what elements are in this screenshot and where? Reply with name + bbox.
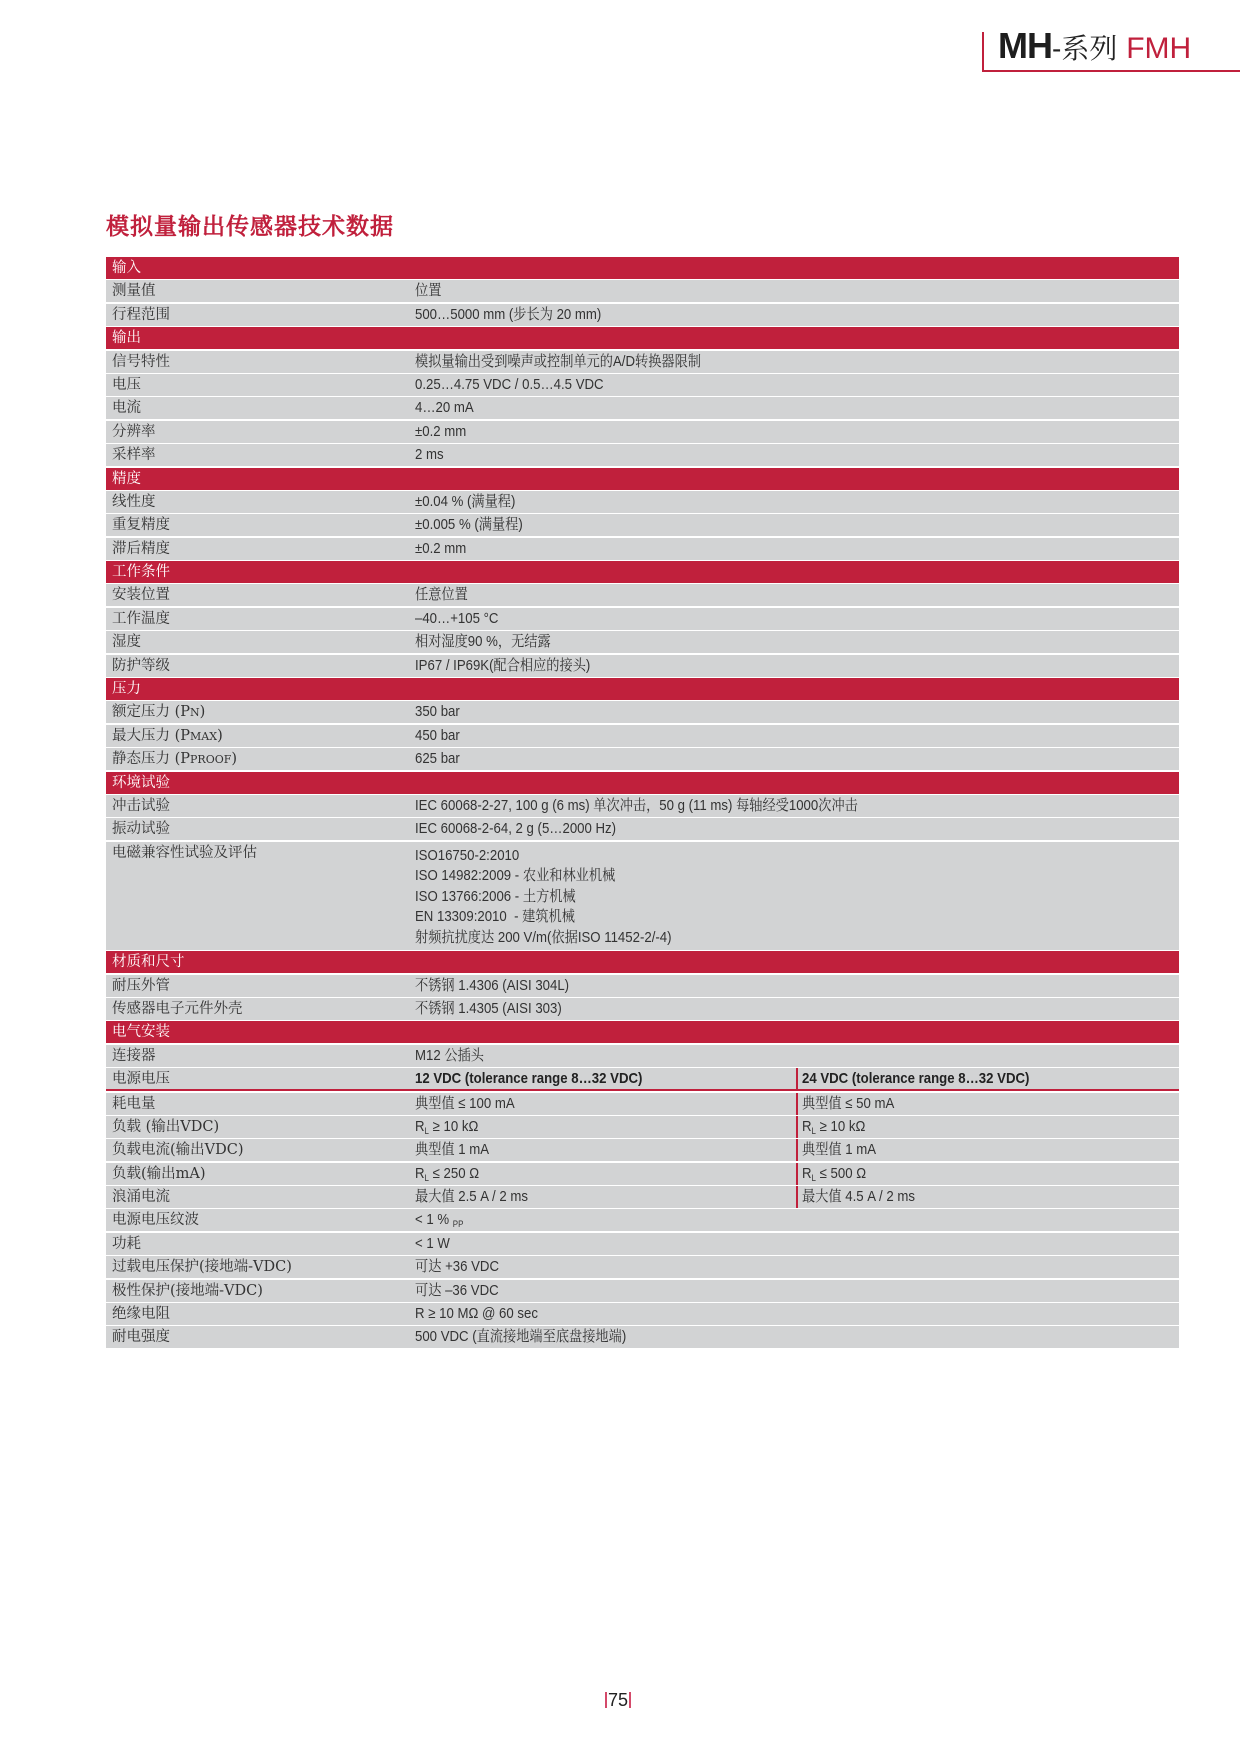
row-value-12v: 典型值 1 mA <box>415 1141 490 1159</box>
row-value: 位置 <box>415 282 442 300</box>
label-subscript: PROOF <box>190 753 232 767</box>
row-value: ±0.04 % (满量程) <box>415 492 516 510</box>
value-text: R <box>802 1164 812 1182</box>
row-label: 线性度 <box>112 493 156 510</box>
value-24v-text <box>802 1116 865 1142</box>
value-text: ≤ 250 Ω <box>428 1164 480 1182</box>
row-value: 500 VDC (直流接地端至底盘接地端) <box>415 1328 627 1346</box>
section-title: 压力 <box>112 681 141 698</box>
section-title: 材质和尺寸 <box>112 954 185 971</box>
series-header <box>982 26 1240 76</box>
value-subscript: L <box>424 1172 429 1183</box>
row-label: 耐压外管 <box>112 977 170 994</box>
row-label <box>106 748 415 770</box>
page-number-text: 75 <box>608 1690 629 1710</box>
table-row <box>106 351 1179 373</box>
table-row <box>106 491 1179 513</box>
value-subscript: L <box>424 1125 429 1136</box>
section-header-materials <box>106 951 1179 973</box>
row-value-24v <box>796 1116 1179 1138</box>
page-title: 模拟量输出传感器技术数据 <box>106 214 394 240</box>
spec-table <box>106 257 1179 1350</box>
row-label: 行程范围 <box>112 306 170 323</box>
table-row <box>106 374 1179 396</box>
row-label: 过载电压保护(接地端-VDC) <box>112 1259 292 1276</box>
row-label: 连接器 <box>112 1047 156 1064</box>
row-label: 分辨率 <box>112 423 156 440</box>
table-row <box>106 631 1179 653</box>
series-bold: MH <box>998 25 1052 66</box>
row-value: 450 bar <box>415 726 460 744</box>
series-title <box>998 26 1191 69</box>
row-value <box>415 1209 1087 1231</box>
row-label: 耐电强度 <box>112 1329 170 1346</box>
row-label: 防护等级 <box>112 657 170 674</box>
row-value: 4…20 mA <box>415 399 474 417</box>
section-title: 环境试验 <box>112 774 170 791</box>
row-value: 625 bar <box>415 750 460 768</box>
row-label: 信号特性 <box>112 353 170 370</box>
label-text: 最大压力 (P <box>112 727 191 744</box>
row-value: 350 bar <box>415 703 460 721</box>
row-value-12v <box>415 1163 750 1185</box>
table-row <box>106 1139 1179 1161</box>
series-cn: 系列 <box>1061 33 1118 64</box>
table-row <box>106 1116 1179 1138</box>
label-end: ) <box>231 751 238 768</box>
section-title: 电气安装 <box>112 1024 170 1041</box>
row-label: 采样率 <box>112 447 156 464</box>
emc-line: EN 13309:2010 - 建筑机械 <box>415 908 575 926</box>
row-value-12v <box>415 1116 750 1138</box>
table-row <box>106 1233 1179 1255</box>
row-value: ±0.2 mm <box>415 422 467 440</box>
table-row <box>106 280 1179 302</box>
value-24v-text: 典型值 1 mA <box>802 1141 877 1159</box>
emc-line: ISO 14982:2009 - 农业和林业机械 <box>415 867 616 885</box>
row-label <box>106 725 415 747</box>
row-label: 绝缘电阻 <box>112 1306 170 1323</box>
emc-line: 射频抗扰度达 200 V/m(依据ISO 11452-2/-4) <box>415 928 672 946</box>
row-value: 相对湿度90 %，无结露 <box>415 633 551 651</box>
table-row <box>106 444 1179 466</box>
table-row-emc <box>106 842 1179 950</box>
row-value: IEC 60068-2-27, 100 g (6 ms) 单次冲击，50 g (11 ms) 每轴经受1000次冲击 <box>415 796 858 814</box>
section-title: 输入 <box>112 260 141 276</box>
table-row <box>106 1093 1179 1115</box>
value-text: ≥ 10 kΩ <box>815 1117 866 1135</box>
row-value-multiline <box>415 842 1087 950</box>
value-24v-text <box>802 1163 866 1189</box>
row-value: M12 公插头 <box>415 1046 484 1064</box>
value-text: R <box>415 1117 425 1135</box>
row-value: 500…5000 mm (步长为 20 mm) <box>415 305 602 323</box>
section-header-environmental-tests <box>106 772 1179 794</box>
row-value-24v <box>796 1139 1179 1161</box>
value-24v-text: 典型值 ≤ 50 mA <box>802 1094 895 1112</box>
page-number-bar-left <box>605 1692 607 1708</box>
row-label: 安装位置 <box>112 587 170 604</box>
label-subscript: MAX <box>190 729 218 743</box>
row-label: 传感器电子元件外壳 <box>112 1000 243 1017</box>
table-row <box>106 748 1179 770</box>
value-subscript: L <box>811 1125 816 1136</box>
table-row <box>106 1326 1179 1348</box>
row-label: 电磁兼容性试验及评估 <box>112 844 257 861</box>
row-value: 不锈钢 1.4306 (AISI 304L) <box>415 976 570 994</box>
row-label: 滞后精度 <box>112 540 170 557</box>
row-value-12v: 典型值 ≤ 100 mA <box>415 1094 515 1112</box>
section-title: 工作条件 <box>112 564 170 581</box>
value-text: R <box>802 1117 812 1135</box>
row-label: 极性保护(接地端-VDC) <box>112 1282 263 1299</box>
page-number <box>604 1690 632 1711</box>
row-value: 任意位置 <box>415 586 468 604</box>
value-text: < 1 % <box>415 1211 453 1229</box>
label-text: 静态压力 (P <box>112 751 191 768</box>
value-text: ≤ 500 Ω <box>815 1164 867 1182</box>
table-row <box>106 818 1179 840</box>
row-value: R ≥ 10 MΩ @ 60 sec <box>415 1305 538 1323</box>
value-text: R <box>415 1164 425 1182</box>
table-row <box>106 1163 1179 1185</box>
header-accent-horizontal-line <box>982 70 1240 72</box>
row-value-24v <box>796 1093 1179 1115</box>
row-label: 浪涌电流 <box>112 1189 170 1206</box>
table-row <box>106 1209 1179 1231</box>
value-subscript: PP <box>452 1219 464 1230</box>
table-row <box>106 701 1179 723</box>
row-value-24v <box>796 1186 1179 1208</box>
row-label: 工作温度 <box>112 610 170 627</box>
table-row <box>106 608 1179 630</box>
section-title: 输出 <box>112 330 141 347</box>
row-label: 冲击试验 <box>112 797 170 814</box>
row-value: ±0.2 mm <box>415 539 467 557</box>
value-24v-text: 24 VDC (tolerance range 8…32 VDC) <box>802 1070 1030 1088</box>
series-dash: - <box>1052 33 1062 64</box>
row-value: –40…+105 °C <box>415 609 499 627</box>
section-header-pressure <box>106 678 1179 700</box>
row-value-12v: 12 VDC (tolerance range 8…32 VDC) <box>415 1070 643 1088</box>
section-header-output <box>106 327 1179 349</box>
table-row <box>106 1045 1179 1067</box>
row-label: 负载 (输出VDC) <box>112 1118 220 1135</box>
row-value: IP67 / IP69K(配合相应的接头) <box>415 656 591 674</box>
row-label: 湿度 <box>112 634 141 651</box>
table-row <box>106 584 1179 606</box>
label-text: 额定压力 (P <box>112 704 191 721</box>
table-row <box>106 1280 1179 1302</box>
row-label: 重复精度 <box>112 517 170 534</box>
page-number-bar-right <box>629 1692 631 1708</box>
value-subscript: L <box>811 1172 816 1183</box>
row-value: 0.25…4.75 VDC / 0.5…4.5 VDC <box>415 375 604 393</box>
label-end: ) <box>217 727 223 744</box>
table-row <box>106 397 1179 419</box>
row-value-12v: 最大值 2.5 A / 2 ms <box>415 1188 528 1206</box>
section-header-accuracy <box>106 468 1179 490</box>
row-label: 电源电压 <box>112 1071 170 1088</box>
value-text: ≥ 10 kΩ <box>428 1117 479 1135</box>
row-value: IEC 60068-2-64, 2 g (5…2000 Hz) <box>415 820 617 838</box>
row-value: 可达 +36 VDC <box>415 1258 499 1276</box>
row-value: 可达 –36 VDC <box>415 1281 499 1299</box>
row-label <box>106 701 415 723</box>
emc-line: ISO 13766:2006 - 土方机械 <box>415 887 576 905</box>
row-value: 2 ms <box>415 446 444 464</box>
row-value-24v <box>796 1163 1179 1185</box>
table-row <box>106 538 1179 560</box>
row-value-24v <box>796 1068 1179 1089</box>
table-row <box>106 795 1179 817</box>
row-label: 电流 <box>112 400 141 417</box>
row-label: 负载(输出mA) <box>112 1165 206 1182</box>
table-row <box>106 655 1179 677</box>
row-label: 耗电量 <box>112 1095 156 1112</box>
row-label: 电压 <box>112 376 141 393</box>
row-label: 电源电压纹波 <box>112 1212 199 1229</box>
table-row-supply-voltage <box>106 1068 1179 1091</box>
table-row <box>106 304 1179 326</box>
section-header-electrical <box>106 1021 1179 1043</box>
table-row <box>106 975 1179 997</box>
label-end: ) <box>199 704 206 721</box>
section-header-input <box>106 257 1179 279</box>
row-value: ±0.005 % (满量程) <box>415 516 523 534</box>
row-value: 模拟量输出受到噪声或控制单元的A/D转换器限制 <box>415 352 702 370</box>
row-label: 振动试验 <box>112 821 170 838</box>
series-code: FMH <box>1126 32 1192 65</box>
row-value: 不锈钢 1.4305 (AISI 303) <box>415 999 562 1017</box>
section-title: 精度 <box>112 470 141 487</box>
row-label: 功耗 <box>112 1235 141 1252</box>
label-subscript: N <box>190 706 200 720</box>
table-row <box>106 1303 1179 1325</box>
row-label: 负载电流(输出VDC) <box>112 1142 244 1159</box>
section-header-operating-conditions <box>106 561 1179 583</box>
header-accent-vertical-line <box>982 32 984 72</box>
table-row <box>106 725 1179 747</box>
row-label: 测量值 <box>112 283 156 300</box>
table-row <box>106 1256 1179 1278</box>
value-24v-text: 最大值 4.5 A / 2 ms <box>802 1188 915 1206</box>
table-row <box>106 421 1179 443</box>
table-row <box>106 514 1179 536</box>
row-value: < 1 W <box>415 1234 450 1252</box>
emc-line: ISO16750-2:2010 <box>415 846 520 864</box>
table-row <box>106 998 1179 1020</box>
table-row <box>106 1186 1179 1208</box>
